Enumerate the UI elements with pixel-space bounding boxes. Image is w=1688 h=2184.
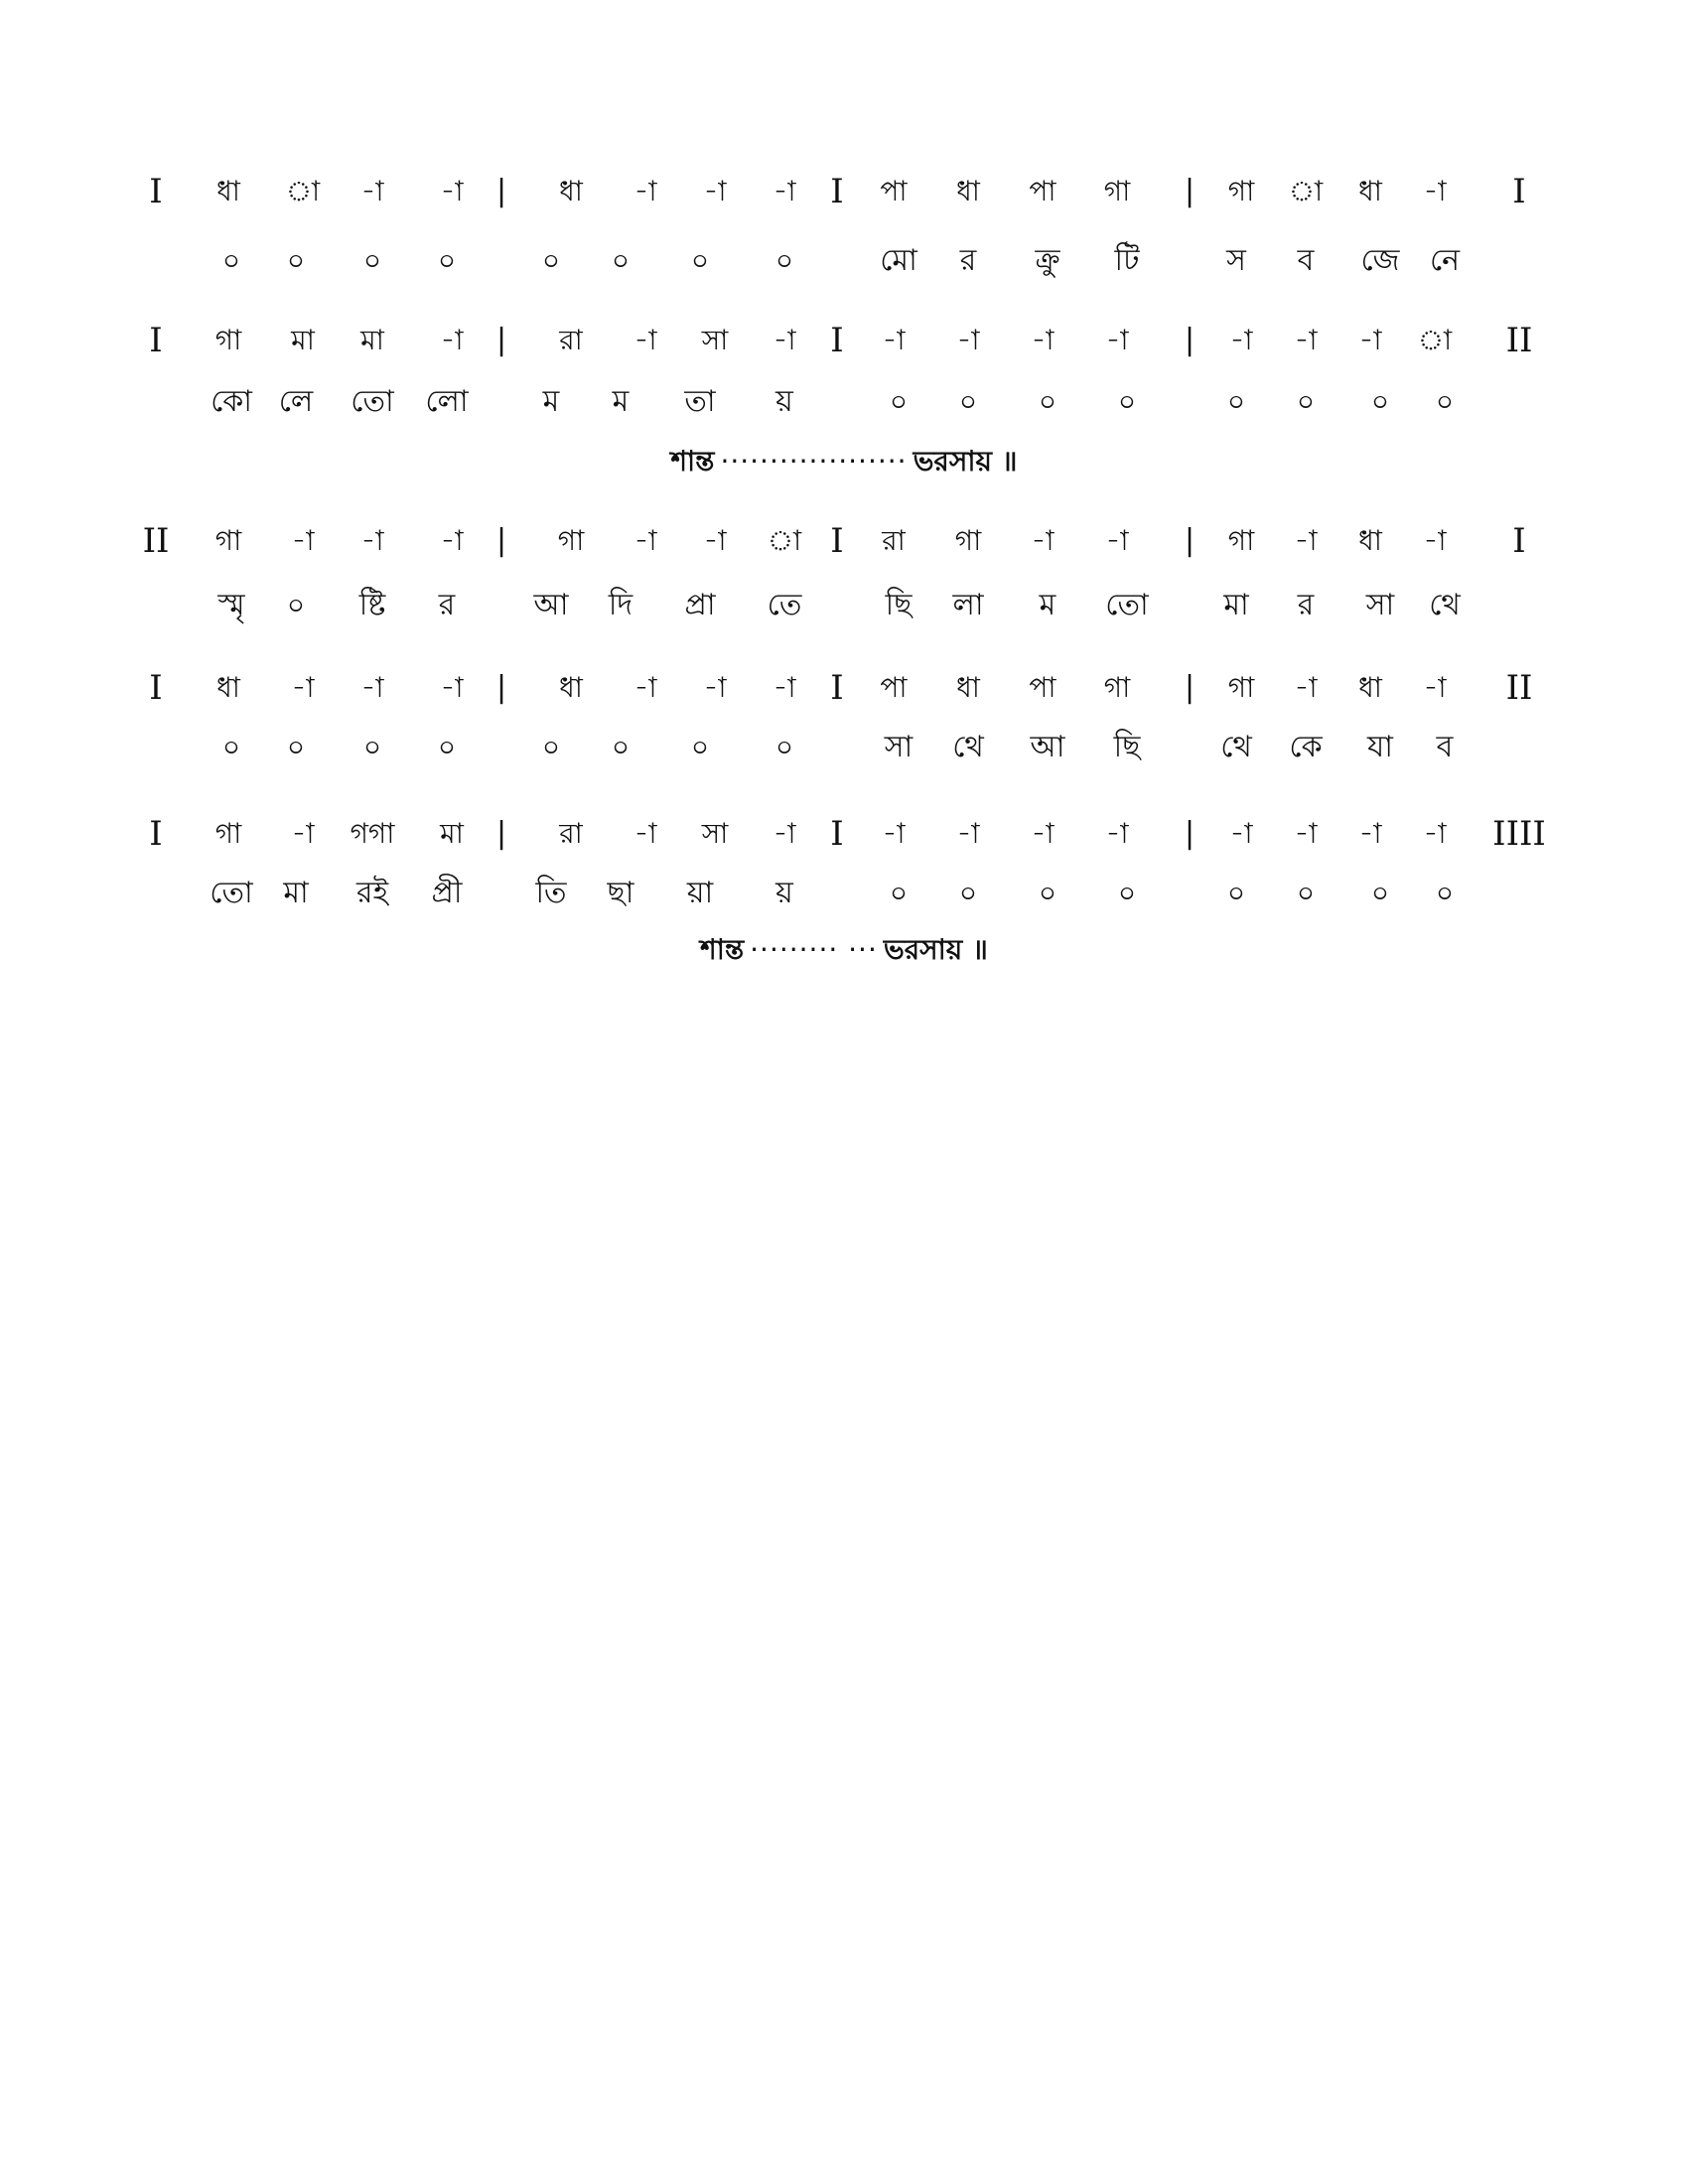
rest-mark: ০	[611, 731, 631, 763]
note-token: মা	[291, 324, 315, 356]
note-token: -া	[1229, 324, 1253, 356]
note-token: রা	[882, 524, 906, 557]
lyric-syllable: তো	[351, 384, 394, 419]
rest-mark: ০	[774, 731, 794, 763]
note-token: -া	[440, 175, 464, 207]
lyric-syllable: ব	[1297, 243, 1315, 278]
lyric-syllable: মো	[880, 243, 917, 278]
beat-separator: |	[495, 816, 507, 851]
note-token: -া	[633, 524, 657, 557]
note-token: পা	[880, 175, 908, 207]
note-token: ধা	[1358, 671, 1382, 704]
note-token: -া	[440, 524, 464, 557]
rest-mark: ০	[437, 731, 457, 763]
lyric-syllable: থে	[1429, 588, 1461, 622]
lyric-syllable: সা	[884, 730, 914, 764]
rest-mark: ০	[1226, 877, 1246, 909]
note-token: গা	[1103, 671, 1131, 704]
rest-mark: ০	[286, 589, 306, 621]
rest-mark: ০	[1435, 877, 1455, 909]
lyric-syllable: তো	[210, 876, 253, 910]
lyric-syllable: মা	[283, 876, 309, 910]
refrain-start: শান্ত	[700, 933, 745, 966]
note-token: গা	[1227, 175, 1255, 207]
note-token: গা	[214, 324, 242, 356]
rest-mark: ০	[889, 877, 909, 909]
note-token: -া	[1423, 671, 1447, 704]
note-token: গা	[1103, 175, 1131, 207]
note-token: মা	[360, 324, 384, 356]
note-token: া	[285, 175, 321, 207]
note-token: -া	[703, 671, 727, 704]
note-token: -া	[1105, 324, 1129, 356]
lyric-syllable: প্রী	[431, 876, 463, 910]
note-token: ধা	[559, 671, 583, 704]
note-token: -া	[773, 175, 796, 207]
lyric-syllable: আ	[533, 588, 569, 622]
note-token: -া	[956, 324, 980, 356]
refrain-line-2	[0, 925, 1688, 975]
note-token: -া	[1105, 524, 1129, 557]
lyric-syllable: প্রা	[684, 588, 716, 622]
rest-mark: ০	[1117, 385, 1137, 418]
rest-mark: ০	[362, 244, 382, 277]
note-token: -া	[633, 671, 657, 704]
lyric-syllable: ম	[542, 384, 560, 419]
lyric-syllable: থে	[1220, 730, 1252, 764]
note-token: -া	[440, 671, 464, 704]
note-token: -া	[773, 817, 796, 850]
rest-mark: ০	[958, 385, 978, 418]
lyric-syllable: য়	[775, 876, 793, 910]
note-token: পা	[1029, 671, 1056, 704]
note-token: -া	[1358, 324, 1382, 356]
rest-mark: ০	[1038, 385, 1057, 418]
lyric-syllable: মা	[1223, 588, 1249, 622]
bar-line: I	[830, 321, 844, 360]
lyric-syllable: ষ্টি	[358, 588, 386, 622]
bar-line: I	[149, 814, 163, 854]
rest-mark: ০	[889, 385, 909, 418]
note-token: -া	[1294, 817, 1318, 850]
note-token: গা	[214, 817, 242, 850]
note-token: -া	[703, 524, 727, 557]
rest-mark: ০	[541, 244, 561, 277]
note-token: -া	[882, 817, 906, 850]
lyric-syllable: স্মৃ	[217, 588, 245, 622]
rest-mark: ০	[362, 731, 382, 763]
rest-mark: ০	[690, 244, 710, 277]
rest-mark: ০	[774, 244, 794, 277]
beat-separator: |	[495, 523, 507, 558]
note-token: -া	[1294, 324, 1318, 356]
refrain-end: ভরসায় ॥	[883, 933, 988, 966]
note-token: ধা	[956, 175, 980, 207]
refrain-dots: ···················	[720, 445, 908, 478]
beat-separator: |	[1184, 816, 1196, 851]
notation-line-3	[0, 516, 1688, 566]
note-token: -া	[1105, 817, 1129, 850]
lyric-syllable: ম	[612, 384, 630, 419]
lyric-syllable: ব	[1436, 730, 1454, 764]
note-token: সা	[701, 817, 729, 850]
beat-separator: |	[495, 323, 507, 357]
rest-mark: ০	[221, 244, 241, 277]
note-token: ধা	[1358, 524, 1382, 557]
note-token: -া	[291, 817, 315, 850]
rest-mark: ০	[1226, 385, 1246, 418]
beat-separator: |	[1184, 523, 1196, 558]
note-token: -া	[360, 524, 384, 557]
note-token: পা	[1029, 175, 1056, 207]
lyric-syllable: র	[1297, 588, 1315, 622]
note-token: রা	[559, 817, 583, 850]
rest-mark: ০	[1117, 877, 1137, 909]
lyric-line-3	[0, 581, 1688, 630]
rest-mark: ০	[437, 244, 457, 277]
note-token: ধা	[559, 175, 583, 207]
lyric-syllable: দি	[608, 588, 633, 622]
bar-line: I	[149, 172, 163, 211]
lyric-syllable: র	[438, 588, 456, 622]
note-token: ধা	[1358, 175, 1382, 207]
lyric-syllable: কে	[1289, 730, 1323, 764]
rest-mark: ০	[286, 244, 306, 277]
note-token: -া	[703, 175, 727, 207]
lyric-syllable: র	[959, 243, 977, 278]
lyric-syllable: নে	[1429, 243, 1461, 278]
note-token: -া	[291, 524, 315, 557]
note-token: -া	[1031, 817, 1055, 850]
rest-mark: ০	[1296, 877, 1316, 909]
note-token: গা	[954, 524, 982, 557]
lyric-syllable: ছি	[885, 588, 913, 622]
note-token: গা	[1227, 524, 1255, 557]
note-token: ধা	[216, 175, 240, 207]
lyric-line-1	[0, 236, 1688, 286]
rest-mark: ০	[611, 244, 631, 277]
lyric-syllable: তা	[684, 384, 716, 419]
note-token: া	[767, 524, 802, 557]
rest-mark: ০	[1038, 877, 1057, 909]
rest-mark: ০	[541, 731, 561, 763]
note-token: -া	[360, 175, 384, 207]
lyric-syllable: ছা	[607, 876, 634, 910]
bar-line: I	[1512, 521, 1526, 561]
lyric-syllable: ক্রু	[1035, 243, 1060, 278]
lyric-syllable: ম	[1039, 588, 1056, 622]
note-token: -া	[1294, 524, 1318, 557]
note-token: -া	[633, 175, 657, 207]
rest-mark: ০	[1370, 877, 1390, 909]
note-token: -া	[1423, 817, 1447, 850]
note-token: -া	[1229, 817, 1253, 850]
note-token: -া	[1423, 524, 1447, 557]
lyric-syllable: টি	[1114, 243, 1140, 278]
note-token: সা	[701, 324, 729, 356]
lyric-syllable: লে	[278, 384, 314, 419]
lyric-syllable: তি	[535, 876, 567, 910]
note-token: -া	[1031, 324, 1055, 356]
bar-line: I	[1512, 172, 1526, 211]
bar-line: II	[142, 521, 170, 561]
beat-separator: |	[1184, 323, 1196, 357]
lyric-syllable: জে	[1360, 243, 1400, 278]
lyric-line-5	[0, 869, 1688, 918]
note-token: -া	[1294, 671, 1318, 704]
rest-mark: ০	[958, 877, 978, 909]
note-token: পা	[880, 671, 908, 704]
lyric-syllable: কো	[211, 384, 252, 419]
bar-line: I	[830, 521, 844, 561]
note-token: া	[1417, 324, 1453, 356]
lyric-line-4	[0, 723, 1688, 772]
refrain-dots: ········· ···	[750, 933, 878, 966]
note-token: -া	[773, 671, 796, 704]
lyric-syllable: লা	[952, 588, 984, 622]
bar-line: I	[830, 172, 844, 211]
note-token: -া	[291, 671, 315, 704]
note-token: গা	[1227, 671, 1255, 704]
rest-mark: ০	[1370, 385, 1390, 418]
rest-mark: ০	[1435, 385, 1455, 418]
notation-line-4	[0, 663, 1688, 713]
bar-line: II	[1505, 321, 1533, 360]
refrain-start: শান্ত	[670, 445, 715, 478]
bar-line: II	[1505, 668, 1533, 708]
lyric-syllable: সা	[1365, 588, 1395, 622]
notation-line-2	[0, 316, 1688, 365]
lyric-syllable: য়	[775, 384, 793, 419]
note-token: ধা	[956, 671, 980, 704]
notation-line-1	[0, 167, 1688, 216]
note-token: -া	[773, 324, 796, 356]
note-token: -া	[633, 324, 657, 356]
note-token: -া	[1031, 524, 1055, 557]
refrain-line-1	[0, 437, 1688, 486]
lyric-syllable: আ	[1030, 730, 1065, 764]
beat-separator: |	[1184, 670, 1196, 705]
bar-line: I	[149, 321, 163, 360]
note-token: গা	[557, 524, 585, 557]
note-token: ধা	[216, 671, 240, 704]
bar-line: I	[830, 814, 844, 854]
notation-line-5	[0, 809, 1688, 859]
bar-line: I	[830, 668, 844, 708]
beat-separator: |	[495, 670, 507, 705]
rest-mark: ০	[690, 731, 710, 763]
lyric-syllable: রই	[355, 876, 389, 910]
note-token: -া	[360, 671, 384, 704]
lyric-syllable: তো	[1105, 588, 1149, 622]
lyric-syllable: য়া	[686, 876, 714, 910]
note-token: -া	[440, 324, 464, 356]
lyric-line-2	[0, 377, 1688, 427]
lyric-syllable: যা	[1367, 730, 1393, 764]
rest-mark: ০	[1296, 385, 1316, 418]
note-token: -া	[882, 324, 906, 356]
lyric-syllable: থে	[952, 730, 984, 764]
lyric-syllable: স	[1226, 243, 1246, 278]
note-token: -া	[1358, 817, 1382, 850]
note-token: মা	[440, 817, 464, 850]
note-token: -া	[1423, 175, 1447, 207]
beat-separator: |	[1184, 174, 1196, 208]
bar-line: IIII	[1492, 814, 1546, 854]
note-token: গগা	[350, 817, 395, 850]
lyric-syllable: লো	[425, 384, 469, 419]
note-token: া	[1288, 175, 1324, 207]
rest-mark: ০	[286, 731, 306, 763]
note-token: রা	[559, 324, 583, 356]
refrain-end: ভরসায় ॥	[913, 445, 1018, 478]
bar-line: I	[149, 668, 163, 708]
lyric-syllable: তে	[767, 588, 802, 622]
note-token: গা	[214, 524, 242, 557]
note-token: -া	[956, 817, 980, 850]
rest-mark: ০	[221, 731, 241, 763]
beat-separator: |	[495, 174, 507, 208]
lyric-syllable: ছি	[1113, 730, 1141, 764]
note-token: -া	[633, 817, 657, 850]
